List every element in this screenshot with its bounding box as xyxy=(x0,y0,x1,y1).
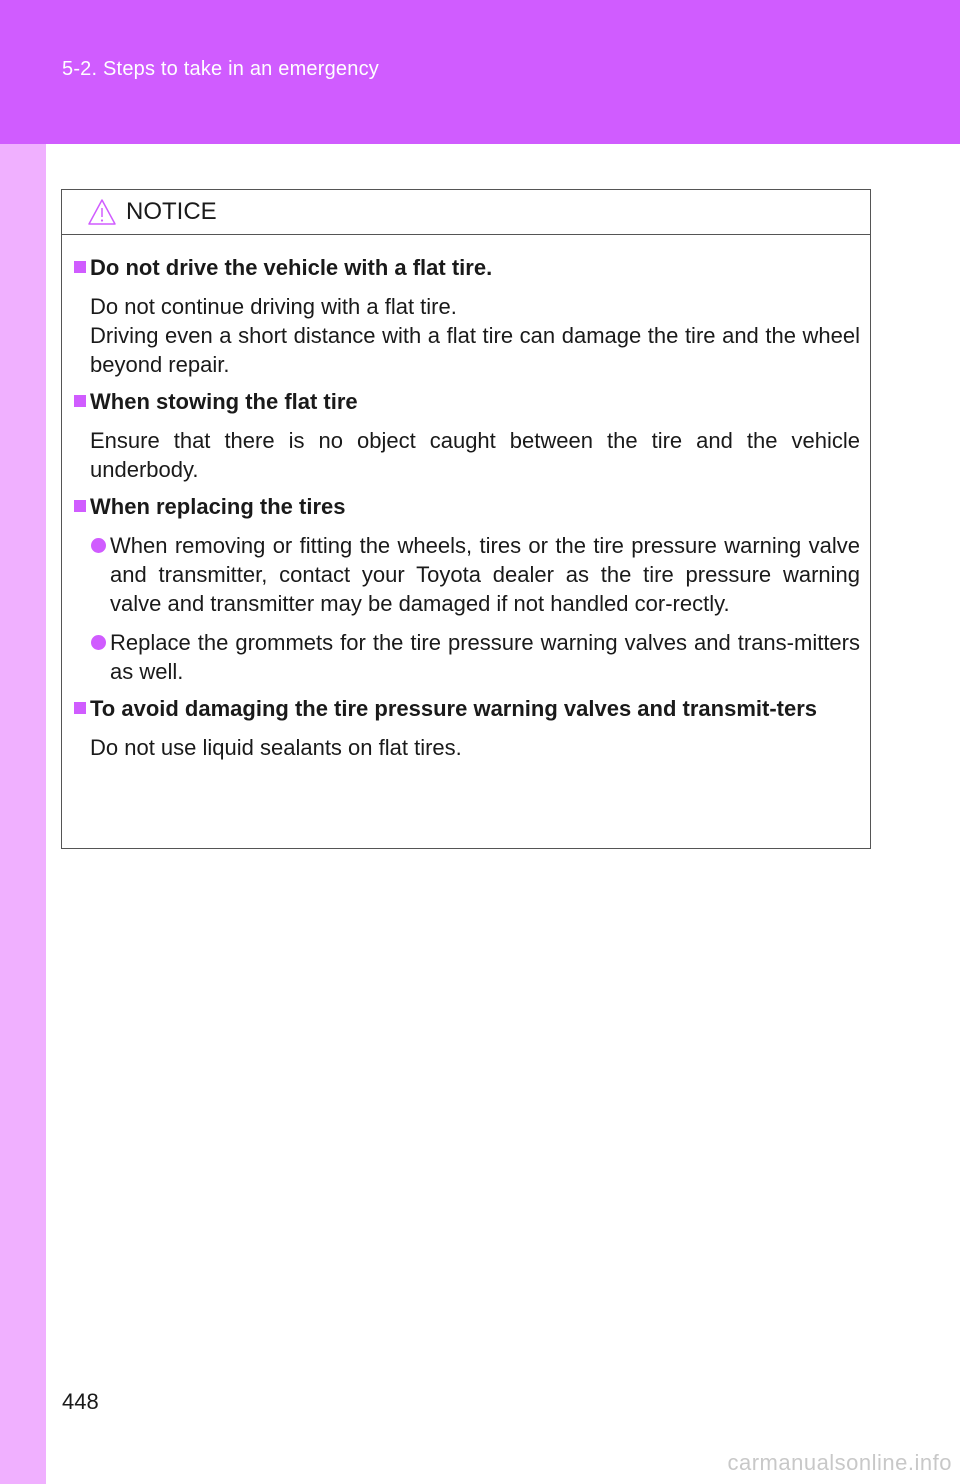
page-header xyxy=(0,0,960,144)
item-paragraph: Do not continue driving with a flat tire. Driving even a short distance with a flat tire can damage the tire and the wheel beyond repair. xyxy=(90,294,860,377)
circle-bullet-icon xyxy=(91,538,106,553)
section-title: 5-2. Steps to take in an emergency xyxy=(62,58,379,80)
item-heading: Do not drive the vehicle with a flat tire. xyxy=(75,253,860,282)
square-bullet-icon xyxy=(74,261,86,273)
square-bullet-icon xyxy=(74,395,86,407)
notice-box xyxy=(61,189,871,849)
item-paragraph: Ensure that there is no object caught between the tire and the vehicle underbody. xyxy=(90,428,860,482)
notice-item xyxy=(75,492,860,686)
warning-triangle-icon xyxy=(87,198,117,226)
watermark: carmanualsonline.info xyxy=(727,1450,952,1475)
notice-item xyxy=(75,694,860,762)
square-bullet-icon xyxy=(74,702,86,714)
bullet-item: Replace the grommets for the tire pressure warning valves and trans-mitters as well. xyxy=(75,628,860,686)
item-heading: When replacing the tires xyxy=(75,492,860,521)
item-heading: When stowing the flat tire xyxy=(75,387,860,416)
square-bullet-icon xyxy=(74,500,86,512)
notice-item xyxy=(75,387,860,484)
notice-item xyxy=(75,253,860,379)
page-sidebar-band xyxy=(0,0,46,1484)
item-paragraph: Do not use liquid sealants on flat tires. xyxy=(90,735,462,760)
page-number: 448 xyxy=(62,1389,99,1414)
bullet-item: When removing or fitting the wheels, tires or the tire pressure warning valve and transmitter, contact your Toyota dealer as the tire pressure warning valve and transmitter may be damaged if not handled cor-rectly. xyxy=(75,531,860,618)
notice-body xyxy=(62,235,870,762)
notice-title: NOTICE xyxy=(126,198,217,225)
item-heading: To avoid damaging the tire pressure warning valves and transmit-ters xyxy=(75,694,860,723)
circle-bullet-icon xyxy=(91,635,106,650)
notice-header xyxy=(62,190,870,235)
